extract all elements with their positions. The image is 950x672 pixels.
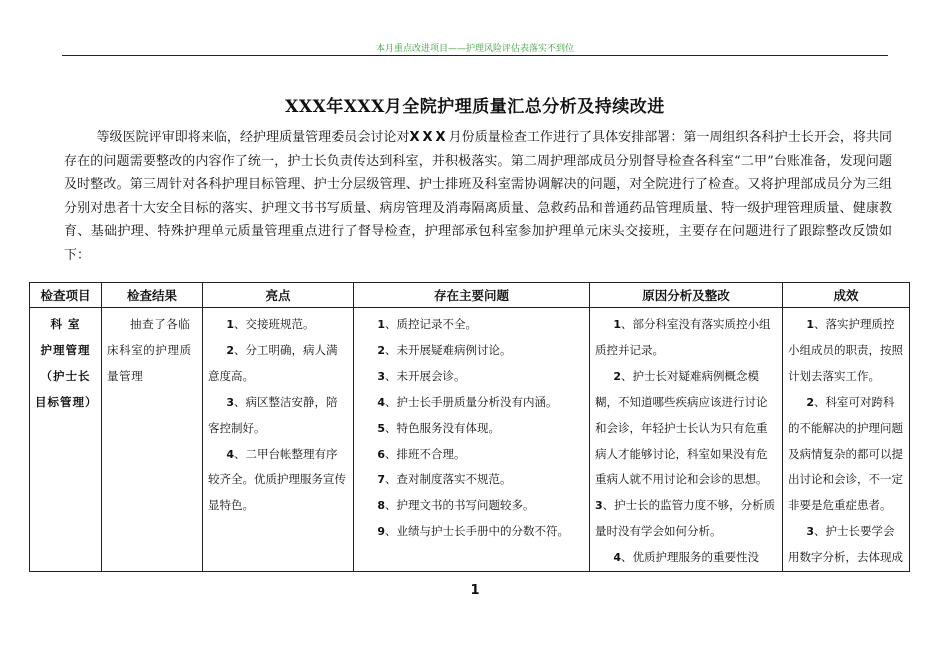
list-item: 1、落实护理质控小组成员的职责，按照计划去落实工作。: [788, 317, 903, 383]
analysis-cell: [590, 308, 783, 572]
list-item: 4、二甲台帐整理有序较齐全。优质护理服务宣传显特色。: [208, 446, 346, 513]
list-item: 2、科室可对跨科的不能解决的护理问题及病情复杂的都可以提出讨论和会诊，不一定非要是危重症患者。: [788, 394, 903, 513]
highlights-cell: [203, 308, 354, 572]
header-effects: 成效: [783, 283, 910, 308]
header-cause-analysis: 原因分析及整改: [590, 283, 783, 308]
list-item: 2、分工明确，病人满意度高。: [208, 342, 338, 383]
header-rule: [62, 55, 888, 56]
category-line: 科 室: [50, 317, 81, 331]
list-item: 6、排班不合理。: [377, 446, 466, 461]
category-line: 护理管理: [40, 342, 91, 357]
problems-cell: [354, 308, 590, 572]
list-item: 4、护士长手册质量分析没有内涵。: [377, 394, 558, 409]
list-item: 7、查对制度落实不规范。: [377, 472, 512, 487]
intro-text-rest: 月份质量检查工作进行了具体安排部署：第一周组织各科护士长开会，将共同存在的问题需要整改的内容作了统一，护士长负责传达到科室，并积极落实。第二周护理部成员分别督导检查各科室“二甲”台账准备，发现问题及时整改。第三周针对各科护理目标管理、护士分层级管理、护士排班及科室需协调解决的问题，对全院进行了检查。又将护理部成员分为三组分别对患者十大安全目标的落实、护理文书书写质量、病房管理及消毒隔离质量、急救药品和普通药品管理质量、特一级护理管理质量、健康教育、基础护理、特殊护理单元质量管理重点进行了督导检查，护理部承包科室参加护理单元床头交接班，主要存在问题进行了跟踪整改反馈如下：: [64, 130, 892, 263]
page-number: 1: [470, 583, 480, 598]
header-check-item: 检查项目: [30, 283, 102, 308]
list-item: 1、交接班规范。: [226, 317, 315, 331]
intro-text-start: 等级医院评审即将来临，经护理质量管理委员会讨论对: [96, 130, 410, 145]
category-cell: [30, 308, 102, 572]
header-highlights: 亮点: [203, 283, 354, 308]
list-item: 3、病区整洁安静，陪客控制好。: [208, 394, 338, 435]
intro-paragraph: [64, 126, 892, 268]
list-item: 2、护士长对疑难病例概念模糊，不知道哪些疾病应该进行讨论和会诊，年轻护士长认为只有危重病人才能够讨论，科室如果没有危重病人就不用讨论和会诊的思想。: [595, 368, 768, 487]
intro-month-placeholder: XXX: [409, 130, 449, 145]
table-row: [30, 308, 910, 572]
list-item: 9、业绩与护士长手册中的分数不符。: [377, 524, 570, 539]
result-cell: [102, 308, 203, 572]
category-line: （护士长: [40, 368, 91, 383]
list-item: 1、质控记录不全。: [377, 317, 478, 331]
running-header: 本月重点改进项目——护理风险评估表落实不到位: [375, 44, 574, 54]
category-line: 目标管理）: [35, 394, 98, 409]
list-item: 8、护理文书的书写问题较多。: [377, 498, 535, 513]
table-header-row: [30, 283, 910, 308]
document-title: XXX年XXX月全院护理质量汇总分析及持续改进: [285, 97, 665, 117]
result-text: 抽查了各临床科室的护理质量管理: [107, 317, 192, 383]
list-item: 2、未开展疑难病例讨论。: [377, 342, 512, 357]
list-item: 1、部分科室没有落实质控小组质控并记录。: [595, 317, 771, 357]
header-main-problems: 存在主要问题: [354, 283, 590, 308]
list-item: 3、未开展会诊。: [377, 368, 466, 383]
quality-report-table: [29, 282, 910, 572]
list-item: 3、护士长的监管力度不够，分析质量时没有学会如何分析。: [595, 498, 776, 539]
list-item: 5、特色服务没有体现。: [377, 420, 501, 435]
effects-cell: [783, 308, 910, 572]
list-item: 4、优质护理服务的重要性没: [613, 550, 760, 565]
header-check-result: 检查结果: [102, 283, 203, 308]
list-item: 3、护士长要学会用数字分析，去体现成: [788, 524, 903, 565]
